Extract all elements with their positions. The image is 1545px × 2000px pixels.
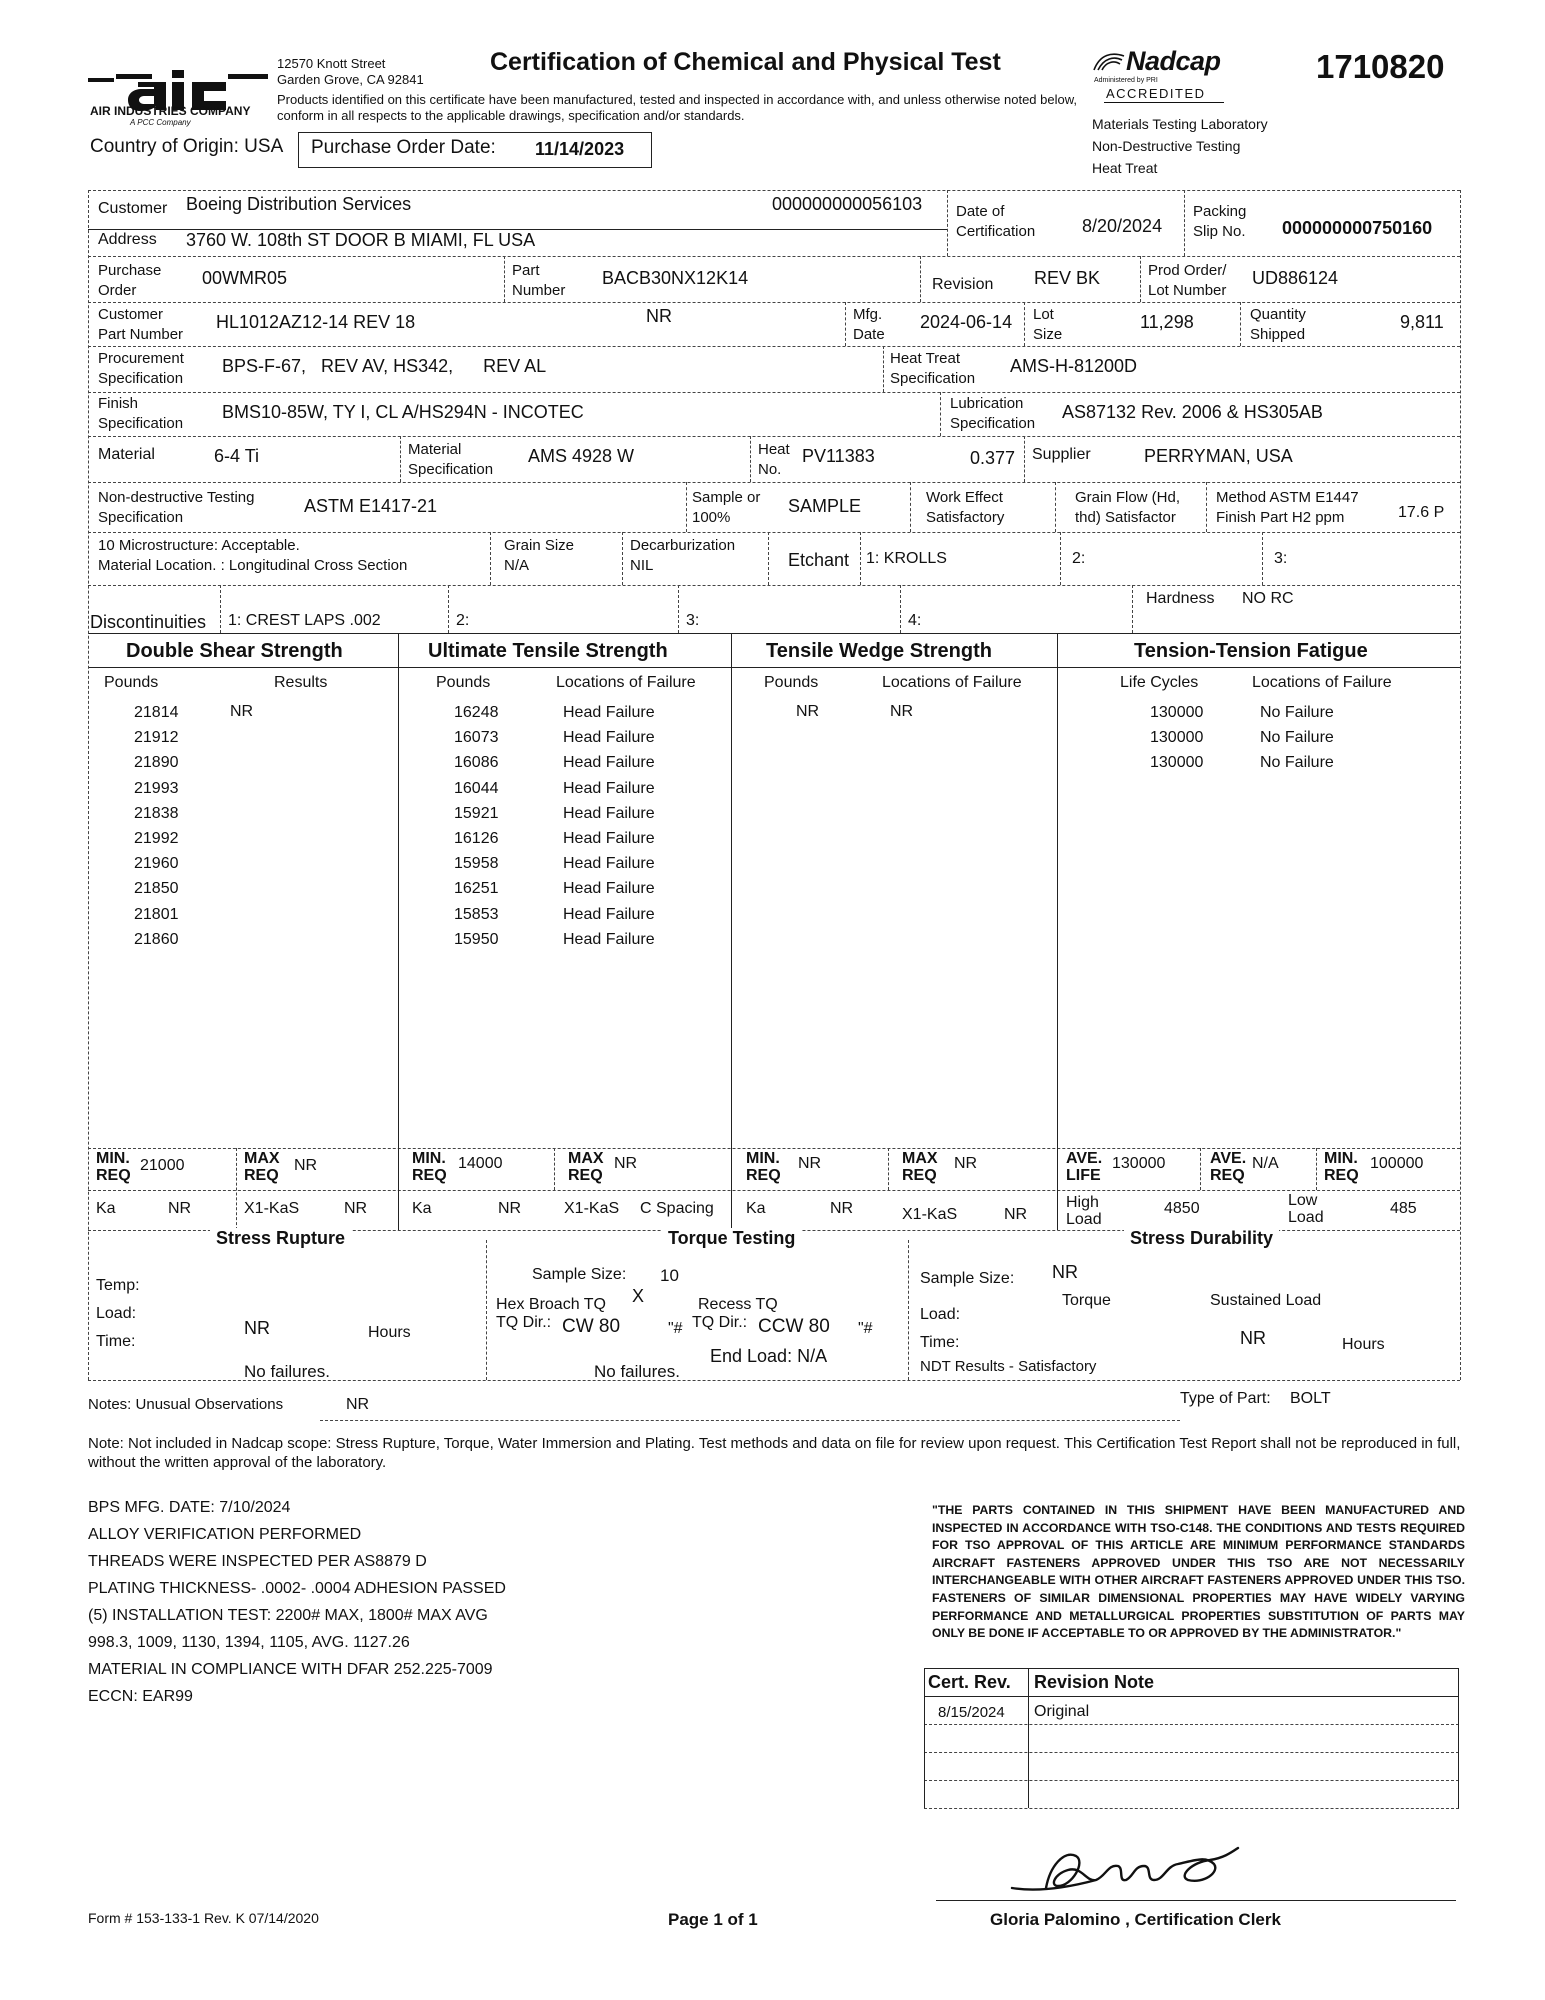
tws-x1kas-value: NR bbox=[1004, 1206, 1028, 1223]
stress-rupture-title: Stress Rupture bbox=[210, 1228, 351, 1249]
c-spacing: C Spacing bbox=[640, 1200, 714, 1217]
dss-ka-label: Ka bbox=[96, 1200, 116, 1217]
dss-max-value: NR bbox=[294, 1157, 318, 1174]
signatory: Gloria Palomino , Certification Clerk bbox=[990, 1910, 1281, 1929]
revision-value: REV BK bbox=[1034, 268, 1101, 288]
hardness-label: Hardness bbox=[1146, 590, 1215, 607]
torque-testing-title: Torque Testing bbox=[662, 1228, 801, 1249]
ttf-min-req-value: 100000 bbox=[1370, 1155, 1424, 1172]
uts-min-label: MIN. REQ bbox=[412, 1150, 447, 1184]
form-number: Form # 153-133-1 Rev. K 07/14/2020 bbox=[88, 1910, 319, 1926]
tq-dir-2-value: CCW 80 bbox=[758, 1316, 830, 1337]
qty-shipped-value: 9,811 bbox=[1400, 312, 1444, 332]
tws-max-label: MAX REQ bbox=[902, 1150, 938, 1184]
discontinuity-3: 3: bbox=[686, 612, 700, 629]
tq-dir-1-value: CW 80 bbox=[562, 1316, 621, 1337]
dss-pounds-header: Pounds bbox=[104, 674, 159, 691]
company-address: 12570 Knott Street Garden Grove, CA 92841 bbox=[277, 56, 424, 87]
ndt-results: NDT Results - Satisfactory bbox=[920, 1358, 1097, 1375]
uts-max-label: MAX REQ bbox=[568, 1150, 604, 1184]
durability-time-label: Time: bbox=[920, 1334, 960, 1351]
tws-ka-label: Ka bbox=[746, 1200, 766, 1217]
tso-statement: "THE PARTS CONTAINED IN THIS SHIPMENT HAVE BEEN MANUFACTURED AND INSPECTED IN ACCORDANCE WITH TSO-C148. THE CONDITIONS AND TESTS REQUIRED FOR TSO APPROVAL OF THIS ARTICLE ARE MINIMUM PERFORMANCE STANDARDS AIRCRAFT FASTENERS APPROVED UNDER THIS TSO ARE NOT NECESSARILY INTERCHANGEABLE WITH OTHER AIRCRAFT FASTENERS APPROVED UNDER THIS TSO. FASTENERS OF SIMILAR DIMENSIONAL PROPERTIES MAY HAVE WIDELY VARYING PERFORMANCE AND METALLURGICAL PROPERTIES SUBSTITUTION OF PARTS MAY ONLY BE DONE IF ACCEPTABLE TO OR APPROVED BY THE ADMINISTRATOR." bbox=[932, 1503, 1465, 1641]
discontinuities-label: Discontinuities bbox=[90, 612, 207, 632]
remark-item: PLATING THICKNESS- .0002- .0004 ADHESION PASSED bbox=[88, 1580, 506, 1597]
tws-pounds-header: Pounds bbox=[764, 674, 819, 691]
ttf-title: Tension-Tension Fatigue bbox=[1134, 640, 1368, 662]
nadcap-scopes: Materials Testing Laboratory Non-Destructive Testing Heat Treat bbox=[1092, 116, 1268, 176]
ttf-min-req-label: MIN. REQ bbox=[1324, 1150, 1359, 1184]
ndt-spec-label: Non-destructive Testing Specification bbox=[98, 489, 255, 526]
durability-time-value: NR bbox=[1240, 1328, 1266, 1348]
uts-min-value: 14000 bbox=[458, 1155, 503, 1172]
company-name: AIR INDUSTRIES COMPANY bbox=[90, 104, 251, 118]
lot-size-value: 11,298 bbox=[1140, 312, 1194, 332]
qty-shipped-label: Quantity Shipped bbox=[1250, 306, 1306, 343]
dss-results-header: Results bbox=[274, 674, 328, 691]
dss-min-label: MIN. REQ bbox=[96, 1150, 131, 1184]
date-of-cert-value: 8/20/2024 bbox=[1082, 216, 1163, 236]
remark-item: MATERIAL IN COMPLIANCE WITH DFAR 252.225-7009 bbox=[88, 1661, 493, 1678]
tq-dir-1-label: TQ Dir.: bbox=[496, 1314, 552, 1331]
ttf-ave-req-value: N/A bbox=[1252, 1155, 1279, 1172]
customer-part-label: Customer Part Number bbox=[98, 306, 184, 343]
type-of-part-label: Type of Part: bbox=[1180, 1390, 1271, 1407]
date-of-cert-label: Date of Certification bbox=[956, 203, 1036, 240]
packing-slip-value: 000000000750160 bbox=[1282, 218, 1433, 238]
discontinuity-4: 4: bbox=[908, 612, 922, 629]
finish-spec-label: Finish Specification bbox=[98, 395, 184, 432]
durability-load-label: Load: bbox=[920, 1306, 961, 1323]
tws-ka-value: NR bbox=[830, 1200, 854, 1217]
revision-row-rev: 8/15/2024 bbox=[938, 1704, 1005, 1721]
stress-rupture-fields: Temp: Load: Time: bbox=[96, 1277, 140, 1350]
hex-broach-label: Hex Broach TQ bbox=[496, 1296, 606, 1313]
supplier-label: Supplier bbox=[1032, 446, 1091, 463]
po-value: 00WMR05 bbox=[202, 268, 288, 288]
nadcap-block: Nadcap Administered by PRI ACCREDITED bbox=[1092, 46, 1272, 103]
revision-row-note: Original bbox=[1034, 1703, 1090, 1720]
low-load-value: 485 bbox=[1390, 1200, 1417, 1217]
mfg-date-label: Mfg. Date bbox=[853, 306, 885, 343]
remark-item: (5) INSTALLATION TEST: 2200# MAX, 1800# MAX AVG bbox=[88, 1607, 488, 1624]
dss-result: NR bbox=[230, 703, 254, 720]
tq-dir-2-label: TQ Dir.: bbox=[692, 1314, 748, 1331]
revision-col-rev: Cert. Rev. bbox=[928, 1672, 1011, 1692]
supplier-value: PERRYMAN, USA bbox=[1144, 446, 1293, 466]
remark-item: THREADS WERE INSPECTED PER AS8879 D bbox=[88, 1553, 427, 1570]
uts-locations: Head Failure Head Failure Head Failure Head Failure Head Failure Head Failure Head Failure Head Failure Head Failure Head Failure bbox=[563, 704, 655, 948]
prod-order-label: Prod Order/ Lot Number bbox=[1148, 262, 1227, 299]
heat-no-value: PV11383 bbox=[802, 446, 875, 466]
ttf-cycles-header: Life Cycles bbox=[1120, 674, 1199, 691]
customer-value: Boeing Distribution Services bbox=[186, 194, 412, 214]
discontinuity-2: 2: bbox=[456, 612, 470, 629]
durability-torque-label: Torque bbox=[1062, 1292, 1111, 1309]
uts-ka-label: Ka bbox=[412, 1200, 432, 1217]
ttf-cycles: 130000 130000 130000 bbox=[1150, 704, 1204, 772]
uts-title: Ultimate Tensile Strength bbox=[428, 640, 668, 662]
hardness-value: NO RC bbox=[1242, 590, 1294, 607]
country-of-origin: Country of Origin: USA bbox=[90, 136, 284, 157]
packing-slip-label: Packing Slip No. bbox=[1193, 203, 1247, 240]
stress-rupture-result: No failures. bbox=[244, 1362, 330, 1381]
remark-item: BPS MFG. DATE: 7/10/2024 bbox=[88, 1499, 291, 1516]
ttf-location-header: Locations of Failure bbox=[1252, 674, 1392, 691]
sample-label: Sample or 100% bbox=[692, 489, 761, 526]
material-value: 6-4 Ti bbox=[214, 446, 260, 466]
ttf-ave-req-label: AVE. REQ bbox=[1210, 1150, 1247, 1184]
notes-label: Notes: Unusual Observations bbox=[88, 1396, 284, 1413]
tws-location-value: NR bbox=[890, 703, 914, 720]
address-label: Address bbox=[98, 231, 157, 248]
tws-location-header: Locations of Failure bbox=[882, 674, 1022, 691]
remark-item: ALLOY VERIFICATION PERFORMED bbox=[88, 1526, 362, 1543]
high-load-label: High Load bbox=[1066, 1194, 1102, 1228]
po-date: 11/14/2023 bbox=[535, 139, 625, 159]
tws-max-value: NR bbox=[954, 1155, 978, 1172]
etchant-3: 3: bbox=[1274, 550, 1288, 567]
uts-location-header: Locations of Failure bbox=[556, 674, 696, 691]
uts-ka-value: NR bbox=[498, 1200, 522, 1217]
heat-treat-spec-value: AMS-H-81200D bbox=[1010, 356, 1138, 376]
hex-broach-mark: X bbox=[632, 1286, 645, 1306]
ttf-ave-life-value: 130000 bbox=[1112, 1155, 1166, 1172]
ttf-locations: No Failure No Failure No Failure bbox=[1260, 704, 1334, 772]
material-spec-value: AMS 4928 W bbox=[528, 446, 635, 466]
tws-x1kas-label: X1-KaS bbox=[902, 1206, 958, 1223]
durability-hours: Hours bbox=[1342, 1336, 1385, 1353]
tws-min-value: NR bbox=[798, 1155, 822, 1172]
uts-max-value: NR bbox=[614, 1155, 638, 1172]
customer-number: 000000000056103 bbox=[772, 194, 923, 214]
customer-part-value: HL1012AZ12-14 REV 18 bbox=[216, 312, 416, 332]
remarks-list bbox=[88, 1494, 506, 1710]
h2-method-label: Method ASTM E1447 Finish Part H2 ppm bbox=[1216, 489, 1359, 526]
prod-order-value: UD886124 bbox=[1252, 268, 1339, 288]
torque-sample-size: 10 bbox=[660, 1266, 679, 1285]
lube-spec-label: Lubrication Specification bbox=[950, 395, 1036, 432]
durability-sample-size-label: Sample Size: bbox=[920, 1270, 1015, 1287]
dss-x1kas-value: NR bbox=[344, 1200, 368, 1217]
tws-pounds-value: NR bbox=[796, 703, 820, 720]
tws-title: Tensile Wedge Strength bbox=[766, 640, 992, 662]
dss-min-value: 21000 bbox=[140, 1157, 185, 1174]
part-number-value: BACB30NX12K14 bbox=[602, 268, 749, 288]
po-date-label: Purchase Order Date: bbox=[311, 137, 496, 158]
tws-min-label: MIN. REQ bbox=[746, 1150, 781, 1184]
torque-result: No failures. bbox=[594, 1362, 680, 1381]
ttf-ave-life-label: AVE. LIFE bbox=[1066, 1150, 1103, 1184]
part-number-label: Part Number bbox=[512, 262, 566, 299]
document-title: Certification of Chemical and Physical Test bbox=[490, 48, 1001, 76]
durability-sustained-label: Sustained Load bbox=[1210, 1292, 1322, 1309]
po-label: Purchase Order bbox=[98, 262, 162, 299]
company-sub: A PCC Company bbox=[130, 118, 191, 127]
nadcap-logo-icon: Nadcap bbox=[1092, 46, 1272, 77]
stress-rupture-time: NR bbox=[244, 1318, 270, 1338]
customer-label: Customer bbox=[98, 200, 168, 217]
signature bbox=[1006, 1836, 1286, 1906]
tq-dir-2-unit: "# bbox=[858, 1320, 873, 1337]
etchant-2: 2: bbox=[1072, 550, 1086, 567]
high-load-value: 4850 bbox=[1164, 1200, 1200, 1217]
mfg-date-value: 2024-06-14 bbox=[920, 312, 1013, 332]
decarburization: Decarburization NIL bbox=[630, 537, 736, 574]
torque-sample-size-label: Sample Size: bbox=[532, 1266, 627, 1283]
durability-sample-size: NR bbox=[1052, 1262, 1078, 1282]
dss-title: Double Shear Strength bbox=[126, 640, 343, 662]
h2-ppm-value: 17.6 P bbox=[1398, 504, 1445, 521]
recess-tq-label: Recess TQ bbox=[698, 1296, 778, 1313]
work-effect-label: Work Effect Satisfactory bbox=[926, 489, 1005, 526]
heat-no-label: Heat No. bbox=[758, 441, 790, 478]
tq-dir-1-unit: "# bbox=[668, 1320, 683, 1337]
nadcap-note: Note: Not included in Nadcap scope: Stress Rupture, Torque, Water Immersion and Plating. Test methods and data on file for review upon request. This Certification Test Report shall not be reproduced in full, without the written approval of the laboratory. bbox=[88, 1435, 1461, 1471]
finish-spec-value: BMS10-85W, TY I, CL A/HS294N - INCOTEC bbox=[222, 402, 584, 422]
stress-durability-title: Stress Durability bbox=[1124, 1228, 1279, 1249]
material-label: Material bbox=[98, 446, 155, 463]
microstructure: 10 Microstructure: Acceptable. Material Location. : Longitudinal Cross Section bbox=[98, 537, 408, 574]
cert-number: 1710820 bbox=[1316, 48, 1445, 85]
uts-values: 16248 16073 16086 16044 15921 16126 15958 16251 15853 15950 bbox=[454, 704, 499, 948]
discontinuity-1: 1: CREST LAPS .002 bbox=[228, 612, 381, 629]
remark-item: 998.3, 1009, 1130, 1394, 1105, AVG. 1127.26 bbox=[88, 1634, 410, 1651]
page-number: Page 1 of 1 bbox=[668, 1910, 758, 1929]
uts-x1kas-label: X1-KaS bbox=[564, 1200, 620, 1217]
po-date-box bbox=[298, 132, 652, 168]
etchant-1: 1: KROLLS bbox=[866, 550, 947, 567]
address-value: 3760 W. 108th ST DOOR B MIAMI, FL USA bbox=[186, 230, 536, 250]
intro-statement: Products identified on this certificate have been manufactured, tested and inspected in accordance with, and unless otherwise noted below, conform in all respects to the applicable drawings, specification and/or standards. bbox=[277, 92, 1077, 123]
revision-col-note: Revision Note bbox=[1034, 1672, 1155, 1692]
revision-label: Revision bbox=[932, 276, 994, 293]
lot-size-label: Lot Size bbox=[1033, 306, 1063, 343]
notes-value: NR bbox=[346, 1396, 370, 1413]
low-load-label: Low Load bbox=[1288, 1192, 1324, 1226]
grain-size: Grain Size N/A bbox=[504, 537, 575, 574]
dss-ka-value: NR bbox=[168, 1200, 192, 1217]
grain-flow-label: Grain Flow (Hd, thd) Satisfactor bbox=[1075, 489, 1181, 526]
dss-max-label: MAX REQ bbox=[244, 1150, 280, 1184]
dss-x1kas-label: X1-KaS bbox=[244, 1200, 300, 1217]
dss-values: 21814 21912 21890 21993 21838 21992 21960 21850 21801 21860 bbox=[134, 704, 179, 948]
end-load: End Load: N/A bbox=[710, 1346, 828, 1366]
type-of-part: BOLT bbox=[1290, 1390, 1331, 1407]
revision-table bbox=[924, 1668, 1459, 1808]
etchant-label: Etchant bbox=[788, 550, 850, 570]
procurement-spec-value: BPS-F-67, REV AV, HS342, REV AL bbox=[222, 356, 547, 376]
uts-pounds-header: Pounds bbox=[436, 674, 491, 691]
remark-item: ECCN: EAR99 bbox=[88, 1688, 193, 1705]
material-spec-label: Material Specification bbox=[408, 441, 494, 478]
heat-value: 0.377 bbox=[970, 448, 1016, 468]
heat-treat-spec-label: Heat Treat Specification bbox=[890, 350, 976, 387]
ndt-spec-value: ASTM E1417-21 bbox=[304, 496, 438, 516]
lube-spec-value: AS87132 Rev. 2006 & HS305AB bbox=[1062, 402, 1323, 422]
stress-rupture-hours: Hours bbox=[368, 1324, 411, 1341]
customer-part-nr: NR bbox=[646, 306, 672, 326]
sample-value: SAMPLE bbox=[788, 496, 862, 516]
procurement-spec-label: Procurement Specification bbox=[98, 350, 184, 387]
